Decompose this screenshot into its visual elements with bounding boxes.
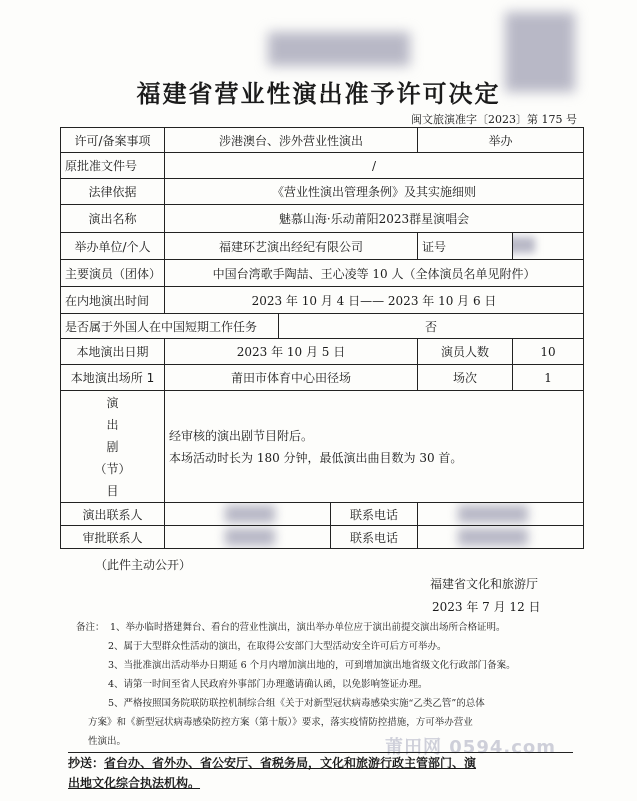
value-legal-basis: 《营业性演出管理条例》及其实施细则 [165, 179, 584, 205]
value-program [165, 391, 584, 503]
remark-text: 1、举办临时搭建舞台、看台的营业性演出，演出举办单位应于演出前提交演出场所合格证明。 [110, 622, 506, 633]
label-approver-phone: 联系电话 [331, 526, 418, 549]
form-row-performers [61, 260, 584, 287]
label-sessions: 场次 [418, 365, 513, 391]
label-program [61, 391, 165, 503]
issue-date: 2023 年 7 月 12 日 [432, 600, 541, 614]
cert-no-blur [513, 237, 536, 253]
label-show-contact-phone: 联系电话 [331, 503, 418, 526]
document-title: 福建省营业性演出准予许可决定 [136, 80, 501, 108]
value-permit-type: 举办 [418, 128, 584, 153]
remarks-label: 备注： [76, 622, 105, 633]
program-label-char: 剧 [106, 439, 119, 454]
value-original-doc: / [165, 153, 584, 179]
form-row-period [61, 287, 584, 314]
form-row-show-name [61, 205, 584, 233]
form-row-foreign-work [61, 314, 584, 339]
label-original-doc: 原批准文件号 [61, 153, 165, 179]
form-row-permit-item [61, 128, 584, 153]
cc-line-1 [68, 753, 573, 773]
value-show-contact-redacted [165, 503, 331, 526]
value-local-date: 2023 年 10 月 5 日 [165, 339, 418, 365]
label-foreign-work: 是否属于外国人在中国短期工作任务 [61, 314, 279, 339]
value-performer-count: 10 [513, 339, 584, 365]
value-permit-item: 涉港澳台、涉外营业性演出 [165, 128, 418, 153]
label-period: 在内地演出时间 [61, 287, 165, 314]
label-show-name: 演出名称 [61, 205, 165, 233]
label-venue: 本地演出场所 1 [61, 365, 165, 391]
form-row-show-contact [61, 503, 584, 526]
site-watermark: 莆田网 0594.com [385, 737, 556, 758]
cc-recipients-2: 出地文化综合执法机构。 [68, 776, 201, 790]
program-line-1: 经审核的演出剧节目附后。 [169, 428, 314, 443]
cc-label: 抄送： [68, 756, 105, 770]
form-row-original-doc [61, 153, 584, 179]
value-organizer: 福建环艺演出经纪有限公司 [165, 233, 418, 260]
form-row-approver-contact [61, 526, 584, 549]
program-line-2: 本场活动时长为 180 分钟，最低演出曲目数为 30 首。 [169, 450, 463, 465]
cc-recipients-1: 省台办、省外办、省公安厅、省税务局，文化和旅游行政主管部门、演 [104, 756, 477, 770]
remark-continuation: 方案》和《新型冠状病毒感染防控方案（第十版）》要求，落实疫情防控措施，方可举办营业 [88, 717, 473, 728]
redaction-blur-top [268, 32, 410, 66]
remark-item [76, 618, 568, 637]
label-performers: 主要演员（团体） [61, 260, 165, 287]
value-period: 2023 年 10 月 4 日—— 2023 年 10 月 6 日 [165, 287, 584, 314]
label-legal-basis: 法律依据 [61, 179, 165, 205]
form-row-program [61, 391, 584, 503]
remark-item: 2、属于大型群众性活动的演出，在取得公安部门大型活动安全许可后方可举办。 [108, 641, 447, 652]
remarks-section [76, 618, 568, 751]
remark-item: 5、严格按照国务院联防联控机制综合组《关于对新型冠状病毒感染实施“乙类乙管”的总体 [108, 698, 485, 709]
public-disclosure-note: （此件主动公开） [95, 558, 192, 572]
issuer-name: 福建省文化和旅游厅 [430, 577, 539, 591]
remark-continuation: 性演出。 [88, 736, 127, 747]
value-approver-phone-redacted [418, 526, 584, 549]
form-row-organizer [61, 233, 584, 260]
label-approver-contact: 审批联系人 [61, 526, 165, 549]
label-show-contact: 演出联系人 [61, 503, 165, 526]
value-performers: 中国台湾歌手陶喆、王心凌等 10 人（全体演员名单见附件） [165, 260, 584, 287]
form-row-venue [61, 365, 584, 391]
value-show-contact-phone-redacted [418, 503, 584, 526]
remark-item: 4、请第一时间至省人民政府外事部门办理邀请确认函，以免影响签证办理。 [108, 679, 428, 690]
form-row-local-date [61, 339, 584, 365]
document-number: 闽文旅演准字〔2023〕第 175 号 [411, 113, 577, 126]
remark-item: 3、当批准演出活动举办日期延 6 个月内增加演出地的，可到增加演出地省级文化行政部门备案。 [108, 660, 516, 671]
program-label-char: 出 [106, 417, 119, 432]
value-venue: 莆田市体育中心田径场 [165, 365, 418, 391]
approver-phone-blur [458, 528, 528, 546]
value-approver-contact-redacted [165, 526, 331, 549]
value-cert-no-redacted [513, 233, 584, 260]
label-performer-count: 演员人数 [418, 339, 513, 365]
program-label-char: 演 [106, 395, 119, 410]
permit-form-table [60, 127, 584, 549]
label-local-date: 本地演出日期 [61, 339, 165, 365]
label-permit-item: 许可/备案事项 [61, 128, 165, 153]
form-row-legal-basis [61, 179, 584, 205]
program-label-char: 目 [106, 483, 119, 498]
value-sessions: 1 [513, 365, 584, 391]
contact-blur [225, 505, 275, 523]
label-cert-no: 证号 [418, 233, 513, 260]
approver-blur [225, 528, 275, 546]
program-label-char: （节） [94, 461, 131, 476]
value-show-name: 魅慕山海·乐动莆阳2023群星演唱会 [165, 205, 584, 233]
cc-section [68, 752, 573, 793]
label-organizer: 举办单位/个人 [61, 233, 165, 260]
phone-blur [458, 505, 528, 523]
value-foreign-work: 否 [279, 314, 584, 339]
